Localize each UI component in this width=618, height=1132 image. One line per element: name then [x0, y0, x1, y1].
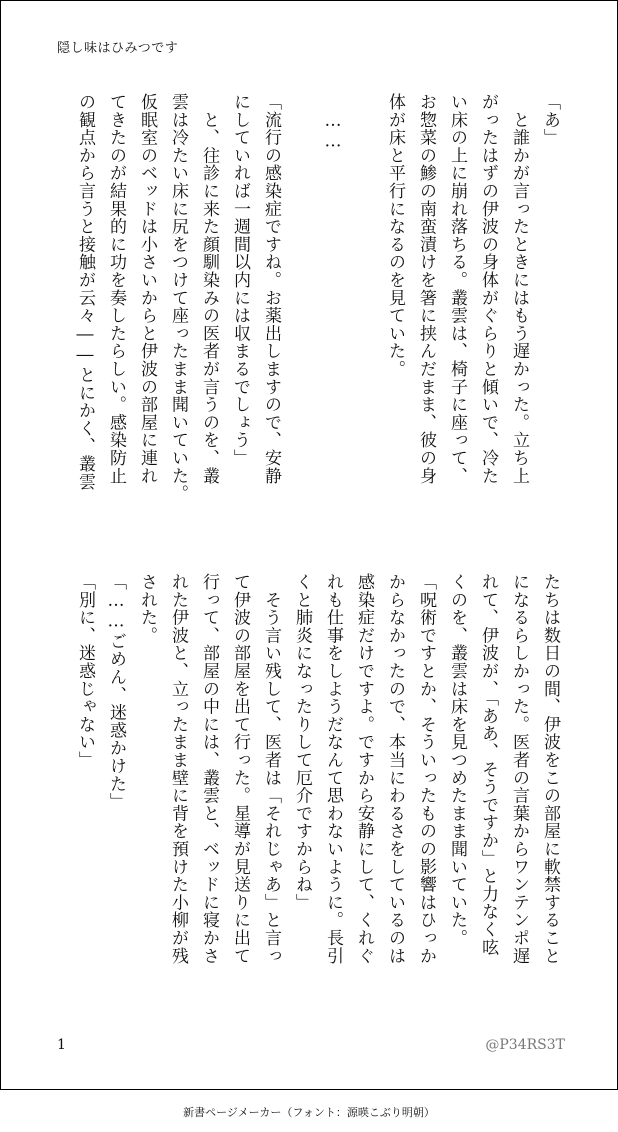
bottom-text-line: て伊波の部屋を出て行った。星導が見送りに出て: [230, 573, 250, 965]
bottom-text-line: 感染症だけですよ。ですから安静にして、くれぐ: [354, 573, 374, 965]
bottom-text-line: れも仕事をしようだなんて思わないように。長引: [323, 573, 343, 965]
top-text-line: にしていれば一週間以内には収まるでしょう」: [230, 93, 250, 467]
top-text-line: い床の上に崩れ落ちる。叢雲は、椅子に座って、: [447, 93, 467, 485]
bottom-text-line: からなかったので、本当にわるさをしているのは: [385, 573, 405, 965]
bottom-text-line: そう言い残して、医者は「それじゃあ」と言っ: [261, 573, 281, 965]
top-text-line: ……: [323, 93, 343, 153]
top-text-line: がったはずの伊波の身体がぐらりと傾いで、冷た: [478, 93, 498, 485]
top-text-line: と、往診に来た顔馴染みの医者が言うのを、叢: [199, 93, 219, 485]
top-text-line: てきたのが結果的に功を奏したらしい。感染防止: [106, 93, 126, 485]
top-text-line: 「流行の感染症ですね。お薬出しますので、安静: [261, 93, 281, 485]
author-handle: @P34RS3T: [485, 1037, 565, 1053]
bottom-text-line: くと肺炎になったりして厄介ですからね」: [292, 573, 312, 912]
bottom-text-line: たちは数日の間、伊波をこの部屋に軟禁すること: [540, 573, 560, 965]
top-text-line: [348, 93, 379, 523]
top-text-line: 体が床と平行になるのを見ていた。: [385, 93, 405, 378]
page-title: 隠し味はひみつです: [57, 41, 179, 56]
top-text-line: と誰かが言ったときにはもう遅かった。立ち上: [509, 93, 529, 485]
bottom-text-line: れた伊波と、立ったまま壁に背を預けた小柳が残: [168, 573, 188, 965]
bottom-text-line: 「……ごめん、迷惑かけた」: [106, 573, 126, 811]
generator-caption: 新書ページメーカー（フォント：源暎こぶり明朝）: [183, 1106, 435, 1119]
bottom-text-block: [55, 573, 565, 1003]
bottom-text-line: 「別に、迷惑じゃない」: [75, 573, 95, 769]
page-number: 1: [57, 1037, 66, 1053]
top-text-block: [55, 93, 565, 523]
bottom-text-line: になるらしかった。医者の言葉からワンテンポ遅: [509, 573, 529, 965]
top-text-line: 雲は冷たい床に尻をつけて座ったまま聞いていた。: [168, 93, 188, 503]
bottom-text-line: 行って、部屋の中には、叢雲と、ベッドに寝かさ: [199, 573, 219, 965]
top-text-line: の観点から言うと接触が云々――とにかく、叢雲: [75, 93, 95, 491]
top-text-line: お惣菜の鯵の南蛮漬けを箸に挟んだまま、彼の身: [416, 93, 436, 485]
top-text-line: 仮眠室のベッドは小さいからと伊波の部屋に連れ: [137, 93, 157, 485]
top-text-line: 「あ」: [540, 93, 560, 147]
bottom-text-line: された。: [137, 573, 157, 645]
bottom-text-line: くのを、叢雲は床を見つめたまま聞いていた。: [447, 573, 467, 947]
bottom-text-line: れて、伊波が、「ああ、そうですか」と力なく呟: [478, 573, 498, 957]
top-text-line: [286, 93, 317, 523]
bottom-text-line: 「呪術ですとか、そういったものの影響はひっか: [416, 573, 436, 965]
